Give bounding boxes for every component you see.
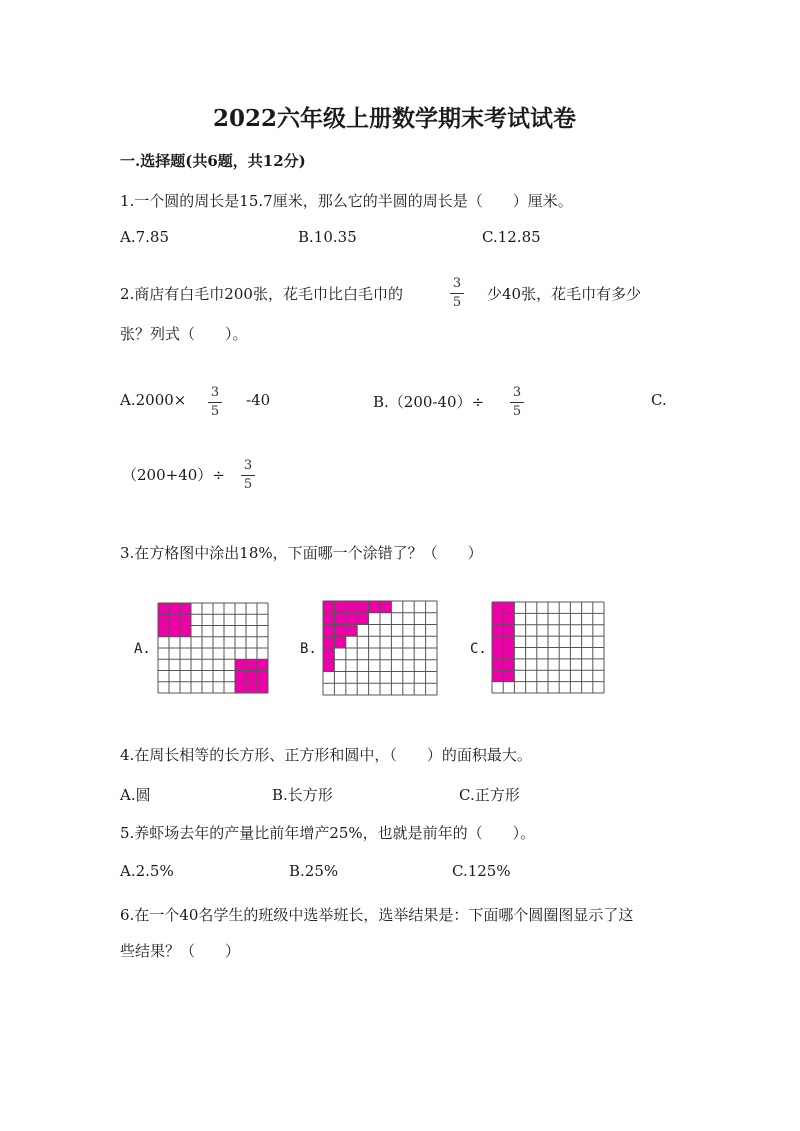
shaded-cell	[235, 659, 246, 670]
shaded-cell	[346, 601, 357, 613]
grid-figure-b	[322, 600, 438, 696]
grid-figure-c	[491, 601, 605, 694]
q4-option-a: A.圆	[120, 786, 151, 804]
shaded-cell	[323, 636, 334, 648]
shaded-cell	[235, 682, 246, 693]
shaded-cell	[503, 636, 514, 647]
shaded-cell	[503, 625, 514, 636]
section-heading: 一.选择题(共6题，共12分)	[120, 152, 306, 170]
question-3: 3.在方格图中涂出18%，下面哪一个涂错了？（ ）	[120, 544, 483, 562]
shaded-cell	[503, 602, 514, 613]
fraction-bar	[510, 402, 524, 403]
q4-option-b: B.长方形	[272, 786, 333, 804]
shaded-cell	[492, 659, 503, 670]
shaded-cell	[492, 670, 503, 681]
q5-option-a: A.2.5%	[120, 862, 174, 880]
shaded-cell	[346, 625, 357, 637]
shaded-cell	[492, 602, 503, 613]
q5-option-c: C.125%	[452, 862, 511, 880]
q1-option-b: B.10.35	[298, 228, 357, 246]
shaded-cell	[346, 613, 357, 625]
question-6-line2: 些结果？（ ）	[120, 942, 241, 960]
q2-option-c-start: （200+40）÷	[122, 466, 225, 484]
shaded-cell	[334, 625, 345, 637]
shaded-cell	[503, 648, 514, 659]
fraction-three-fifths	[241, 458, 255, 493]
fraction-bar	[208, 402, 222, 403]
grid-figure-a	[157, 602, 269, 694]
shaded-cell	[158, 626, 169, 637]
question-5: 5.养虾场去年的产量比前年增产25%，也就是前年的（ ）。	[120, 824, 536, 842]
fraction-numerator: 3	[210, 385, 220, 400]
shaded-cell	[323, 648, 334, 660]
shaded-cell	[334, 601, 345, 613]
shaded-cell	[334, 636, 345, 648]
question-2-line1-end: 少40张，花毛巾有多少	[487, 285, 642, 303]
fraction-denominator: 5	[512, 404, 522, 419]
shaded-cell	[369, 601, 380, 613]
shaded-cell	[257, 682, 268, 693]
grid-a-label: A.	[134, 641, 151, 657]
shaded-cell	[169, 614, 180, 625]
shaded-cell	[180, 603, 191, 614]
shaded-cell	[158, 614, 169, 625]
question-1: 1.一个圆的周长是15.7厘米，那么它的半圆的周长是（ ）厘米。	[120, 192, 573, 210]
shaded-cell	[257, 671, 268, 682]
question-2-line1-start: 2.商店有白毛巾200张，花毛巾比白毛巾的	[120, 285, 403, 303]
question-6-line1: 6.在一个40名学生的班级中选举班长，选举结果是：下面哪个圆圈图显示了这	[120, 906, 634, 924]
fraction-bar	[241, 475, 255, 476]
grid-c-label: C.	[470, 641, 487, 657]
shaded-cell	[357, 601, 368, 613]
shaded-cell	[323, 613, 334, 625]
shaded-cell	[380, 601, 391, 613]
shaded-cell	[180, 614, 191, 625]
fraction-bar	[450, 293, 464, 294]
grid-b-label: B.	[300, 641, 317, 657]
shaded-cell	[158, 603, 169, 614]
q1-option-c: C.12.85	[482, 228, 541, 246]
fraction-three-fifths	[450, 276, 464, 311]
shaded-cell	[503, 613, 514, 624]
shaded-cell	[169, 626, 180, 637]
page-title: 2022六年级上册数学期末考试试卷	[213, 105, 577, 132]
q1-option-a: A.7.85	[120, 228, 169, 246]
fraction-numerator: 3	[452, 276, 462, 291]
shaded-cell	[169, 603, 180, 614]
shaded-cell	[246, 659, 257, 670]
shaded-cell	[492, 625, 503, 636]
shaded-cell	[235, 671, 246, 682]
shaded-cell	[323, 601, 334, 613]
q4-option-c: C.正方形	[459, 786, 520, 804]
q2-option-c-label: C.	[651, 391, 667, 409]
shaded-cell	[257, 659, 268, 670]
fraction-numerator: 3	[243, 458, 253, 473]
shaded-cell	[323, 625, 334, 637]
shaded-cell	[503, 659, 514, 670]
fraction-three-fifths	[208, 385, 222, 420]
q2-option-a-end: -40	[246, 391, 271, 409]
shaded-cell	[246, 682, 257, 693]
fraction-denominator: 5	[210, 404, 220, 419]
shaded-cell	[323, 660, 334, 672]
shaded-cell	[357, 613, 368, 625]
q2-option-b-start: B.（200-40）÷	[373, 393, 485, 411]
shaded-cell	[503, 670, 514, 681]
shaded-cell	[492, 648, 503, 659]
shaded-cell	[180, 626, 191, 637]
fraction-three-fifths	[510, 385, 524, 420]
shaded-cell	[246, 671, 257, 682]
shaded-cell	[492, 636, 503, 647]
q5-option-b: B.25%	[289, 862, 339, 880]
fraction-denominator: 5	[243, 477, 253, 492]
question-4: 4.在周长相等的长方形、正方形和圆中，（ ）的面积最大。	[120, 746, 532, 764]
q2-option-a-start: A.2000×	[120, 391, 187, 409]
shaded-cell	[492, 613, 503, 624]
shaded-cell	[334, 613, 345, 625]
fraction-denominator: 5	[452, 295, 462, 310]
fraction-numerator: 3	[512, 385, 522, 400]
question-2-line2: 张？列式（ ）。	[120, 325, 248, 343]
